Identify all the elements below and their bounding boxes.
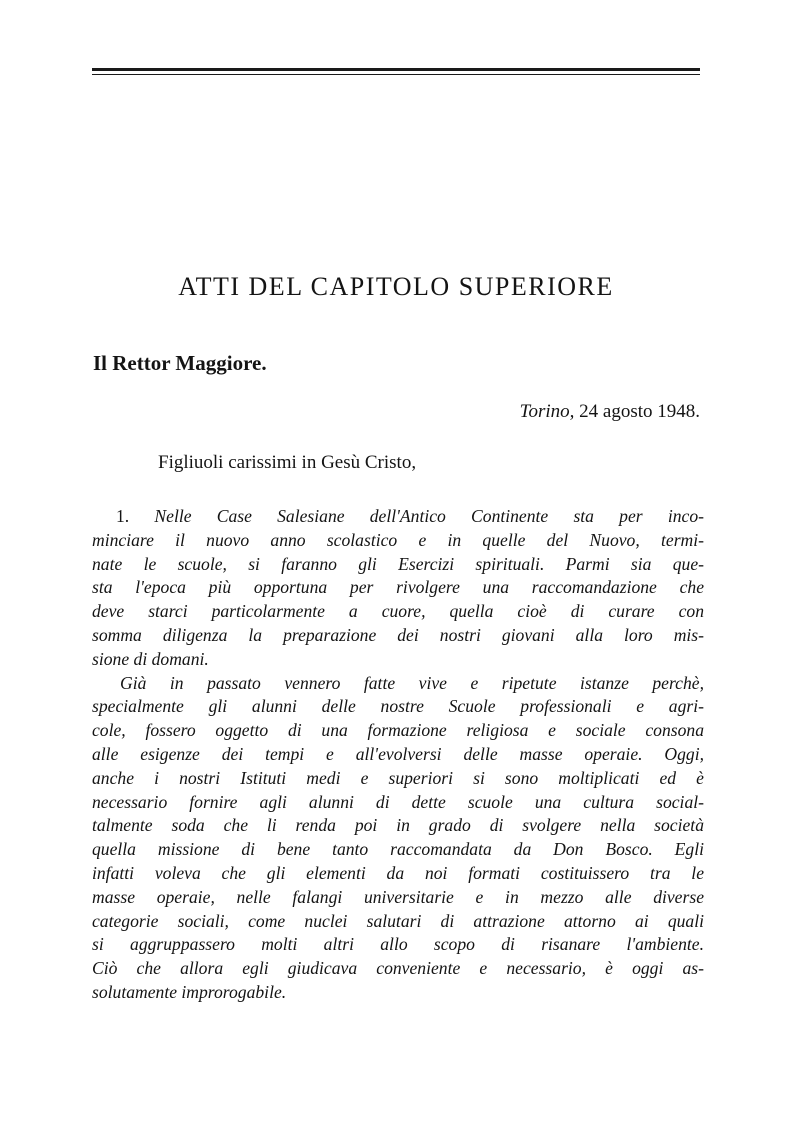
paragraph-line: necessario fornire agli alunni di dette scuole una cultura social- bbox=[92, 791, 704, 812]
paragraph-line: nate le scuole, si faranno gli Esercizi spirituali. Parmi sia que- bbox=[92, 553, 704, 574]
paragraph-2 bbox=[92, 672, 704, 1005]
paragraph-line: cole, fossero oggetto di una formazione religiosa e sociale consona bbox=[92, 720, 704, 741]
dateline-place: Torino, bbox=[519, 401, 575, 422]
paragraph-line: specialmente gli alunni delle nostre Scuole professionali e agri- bbox=[92, 696, 704, 717]
paragraph-line: infatti voleva che gli elementi da noi formati costituissero tra le bbox=[92, 862, 704, 883]
paragraph-1 bbox=[92, 505, 704, 672]
paragraph-line: anche i nostri Istituti medi e superiori si sono moltiplicati ed è bbox=[92, 767, 704, 788]
paragraph-line: Già in passato vennero fatte vive e ripetute istanze perchè, bbox=[120, 672, 704, 693]
paragraph-line: solutamente improrogabile. bbox=[92, 981, 287, 1002]
paragraph-line: deve starci particolarmente a cuore, quella cioè di curare con bbox=[92, 601, 704, 622]
section-heading: Il Rettor Maggiore. bbox=[93, 351, 267, 375]
dateline-date: 24 agosto 1948. bbox=[579, 401, 700, 422]
page-title: ATTI DEL CAPITOLO SUPERIORE bbox=[178, 272, 614, 301]
paragraph-line: sta l'epoca più opportuna per rivolgere una raccomandazione che bbox=[92, 577, 704, 598]
paragraph-line: talmente soda che li renda poi in grado di svolgere nella società bbox=[92, 815, 704, 836]
header-rule-thin bbox=[92, 74, 700, 75]
paragraph-number: 1. bbox=[116, 506, 130, 526]
paragraph-line: categorie sociali, come nuclei salutari di attrazione attorno ai quali bbox=[92, 910, 704, 931]
letter-body bbox=[92, 505, 704, 1005]
paragraph-line: 1. Nelle Case Salesiane dell'Antico Continente sta per inco- bbox=[116, 506, 704, 526]
dateline bbox=[520, 401, 700, 423]
paragraph-line: Ciò che allora egli giudicava conveniente e necessario, è oggi as- bbox=[92, 958, 704, 979]
paragraph-line: quella missione di bene tanto raccomandata da Don Bosco. Egli bbox=[92, 839, 704, 860]
header-rule-thick bbox=[92, 68, 700, 71]
paragraph-line: si aggruppassero molti altri allo scopo di risanare l'ambiente. bbox=[92, 934, 704, 955]
paragraph-line: somma diligenza la preparazione dei nostri giovani alla loro mis- bbox=[92, 624, 704, 645]
paragraph-line: sione di domani. bbox=[92, 648, 209, 669]
paragraph-line: masse operaie, nelle falangi universitarie e in mezzo alle diverse bbox=[92, 886, 704, 907]
paragraph-line: minciare il nuovo anno scolastico e in quelle del Nuovo, termi- bbox=[92, 529, 704, 550]
paragraph-line: alle esigenze dei tempi e all'evolversi delle masse operaie. Oggi, bbox=[92, 743, 704, 764]
salutation: Figliuoli carissimi in Gesù Cristo, bbox=[158, 452, 417, 473]
